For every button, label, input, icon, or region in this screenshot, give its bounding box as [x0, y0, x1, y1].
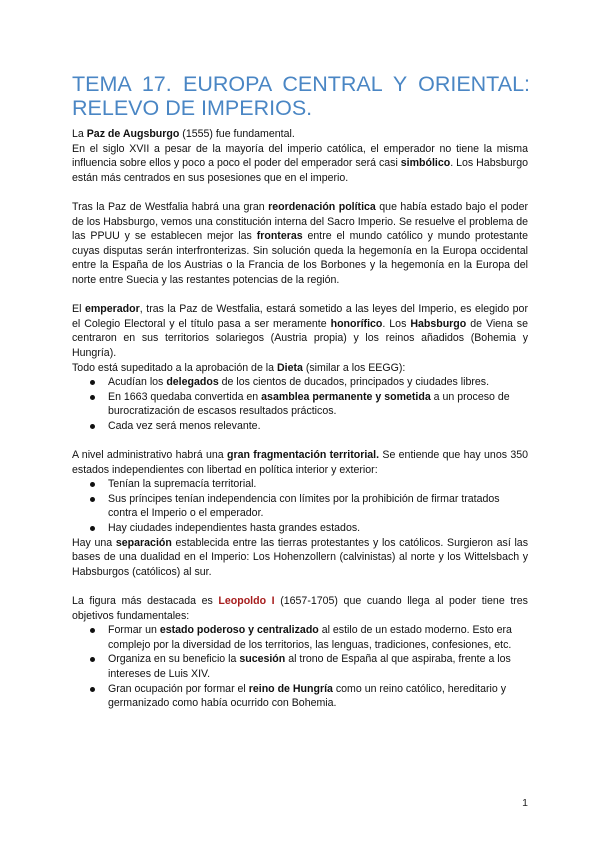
list-item	[72, 375, 528, 390]
paragraph-p7	[72, 536, 528, 580]
bold-text: delegados	[166, 376, 219, 389]
bullet-list-l2	[72, 477, 528, 535]
text-run: , tras la Paz de Westfalia, estará sometido a las leyes del Imperio, es elegido por el Colegio Electoral y el título pasa a ser meramente	[72, 303, 528, 330]
bullet-icon	[90, 395, 95, 400]
bold-text: Paz de Augsburgo	[86, 128, 180, 140]
paragraph-p8	[72, 594, 528, 623]
bold-text: reordenación política	[268, 200, 376, 213]
list-item	[72, 623, 528, 652]
text-run: A nivel administrativo habrá una	[72, 449, 228, 462]
paragraph-p3	[72, 200, 528, 288]
list-item	[72, 492, 528, 521]
text-run: a un proceso de burocratización de escasos resultados prácticos.	[108, 390, 510, 418]
text-run: (1555) fue fundamental.	[179, 128, 295, 140]
bullet-icon	[90, 657, 95, 662]
text-run: de los cientos de ducados, principados y ciudades libres.	[218, 376, 490, 389]
text-run: Organiza en su beneficio la	[108, 653, 240, 666]
paragraph-p1	[72, 127, 528, 142]
text-run: . Los Habsburgo están más centrados en sus posesiones que en el imperio.	[72, 157, 528, 184]
bold-text: separación	[115, 536, 172, 549]
bold-text: asamblea permanente y sometida	[261, 390, 431, 403]
bold-text: simbólico	[400, 157, 451, 170]
text-run: Gran ocupación por formar el	[108, 682, 249, 695]
bold-text: honorífico	[330, 317, 383, 330]
page-title: TEMA 17. EUROPA CENTRAL Y ORIENTAL: RELEVO DE IMPERIOS.	[72, 72, 530, 120]
bullet-icon	[90, 526, 95, 531]
paragraph-p4	[72, 302, 528, 360]
list-item	[72, 390, 528, 419]
bullet-icon	[90, 424, 95, 429]
text-run: como un reino católico, hereditario y germanizado como había ocurrido con Bohemia.	[108, 682, 507, 710]
text-run: La	[72, 128, 87, 140]
bold-text: Dieta	[276, 361, 303, 374]
text-run: En el siglo XVII a pesar de la mayoría del imperio católica, el emperador no tiene la misma influencia sobre ellos y poco a poco el poder del emperador será casi	[72, 142, 528, 170]
bold-text: Leopoldo I	[218, 595, 275, 607]
text-run: El	[72, 303, 85, 316]
paragraph-p2	[72, 142, 528, 186]
bold-text: reino de Hungría	[248, 682, 333, 695]
bold-text: sucesión	[239, 653, 286, 666]
text-run: Tras la Paz de Westfalia habrá una gran	[72, 200, 269, 213]
bold-text: estado poderoso y centralizado	[159, 624, 319, 637]
bullet-list-l3	[72, 623, 528, 711]
text-run: Sus príncipes tenían independencia con límites por la prohibición de firmar tratados contra el Imperio o el emperador.	[108, 492, 500, 520]
bullet-icon	[90, 497, 95, 502]
text-run: Cada vez será menos relevante.	[108, 419, 261, 432]
text-run: La figura más destacada es	[72, 595, 219, 607]
bold-text: emperador	[84, 303, 140, 316]
text-run: Formar un	[108, 624, 160, 637]
bullet-list-l1	[72, 375, 528, 433]
text-run: Hay ciudades independientes hasta grandes estados.	[108, 522, 361, 535]
text-run: entre el mundo católico y mundo protestante cuyas disputas serán interfronterizas. Sin solución queda la hegemonía en la Europa occidental entre la España de los Austrias o la Francia de los Borbones y la hegemonía en la Europa del norte entre Suecia y las restantes potencias de la región.	[72, 230, 529, 286]
list-item	[72, 652, 528, 681]
bullet-icon	[90, 380, 95, 385]
text-run: que había estado bajo el poder de los Habsburgo, vemos una constitución interna del Sacro Imperio. Se resuelve el problema de las PPUU y se establecen mejor las	[72, 200, 528, 243]
paragraph-p5	[72, 361, 528, 376]
bold-text: fronteras	[256, 230, 303, 243]
page-number: 1	[522, 797, 528, 809]
text-run: de Viena se centraron en sus territorios solariegos (Austria propia) y los reinos añadidos (Bohemia y Hungría).	[72, 317, 528, 359]
text-run: establecida entre las tierras protestantes y los católicos. Surgieron así las bases de una dualidad en el Imperio: Los Hohenzollern (calvinistas) al norte y los Wittelsbach y Habsburgos (católicos) al sur.	[72, 536, 528, 578]
list-item	[72, 682, 528, 711]
bold-text: Habsburgo	[410, 317, 467, 330]
text-run: Hay una	[72, 536, 116, 549]
text-run: Todo está supeditado a la aprobación de la	[72, 361, 277, 374]
text-run: Acudían los	[108, 376, 167, 389]
bullet-icon	[90, 628, 95, 633]
text-run: al estilo de un estado moderno. Esto era complejo por la diversidad de los territorios, las lenguas, tradiciones, confesiones, etc.	[108, 624, 512, 651]
list-item	[72, 477, 528, 492]
text-run: Tenían la supremacía territorial.	[108, 478, 257, 491]
bold-text: gran fragmentación territorial.	[227, 449, 380, 462]
bullet-icon	[90, 687, 95, 692]
text-run: Se entiende que hay unos 350 estados independientes con libertad en política interior y exterior:	[72, 449, 529, 476]
text-run: (similar a los EEGG):	[302, 361, 406, 374]
text-run: . Los	[382, 317, 411, 330]
list-item	[72, 521, 528, 536]
text-run: al trono de España al que aspiraba, frente a los intereses de Luis XIV.	[108, 653, 511, 680]
list-item	[72, 419, 528, 434]
document-body	[72, 127, 528, 711]
text-run: (1657-1705) que cuando llega al poder tiene tres objetivos fundamentales:	[72, 595, 528, 622]
text-run: En 1663 quedaba convertida en	[108, 390, 262, 403]
bullet-icon	[90, 482, 95, 487]
paragraph-p6	[72, 448, 528, 477]
